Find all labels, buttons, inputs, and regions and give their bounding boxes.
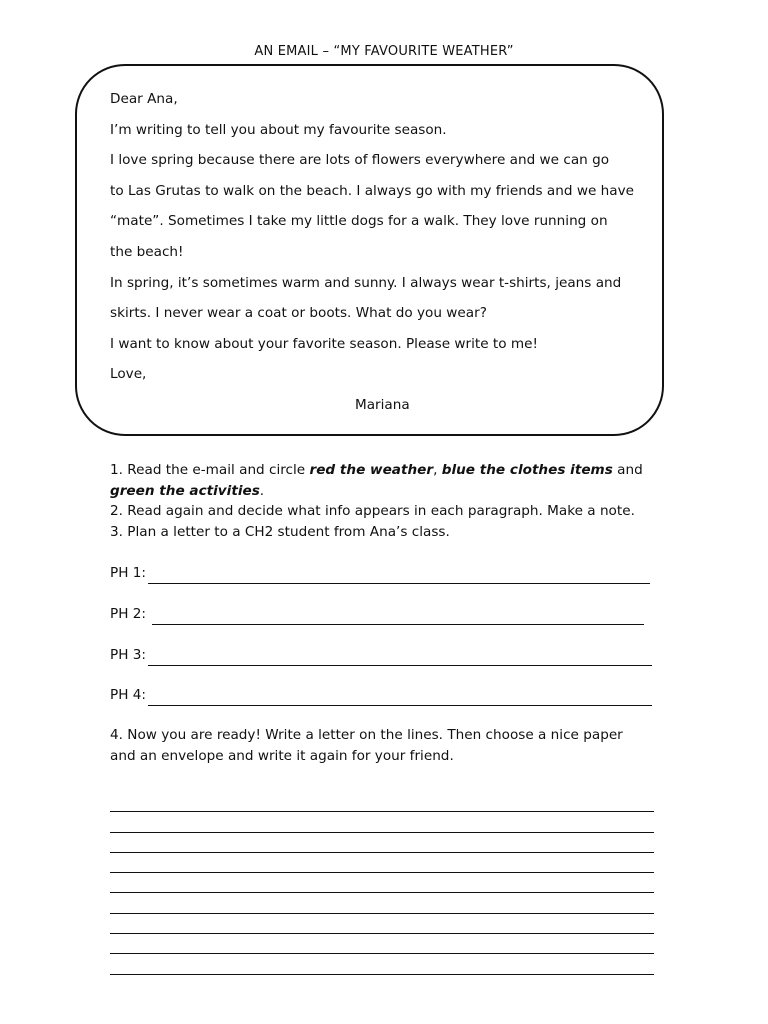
paragraph-note-line[interactable] (152, 610, 644, 625)
paragraph-note-3 (110, 644, 652, 666)
task-1-and: and (612, 462, 643, 478)
task-1-clothes: blue the clothes items (441, 462, 613, 478)
email-line: Dear Ana, (110, 91, 178, 107)
email-line: I want to know about your favorite season. Please write to me! (110, 335, 538, 352)
paragraph-note-label: PH 4: (110, 687, 146, 703)
email-line: I’m writing to tell you about my favourite season. (110, 121, 447, 138)
email-line: I love spring because there are lots of flowers everywhere and we can go (110, 152, 610, 169)
paragraph-note-line[interactable] (148, 651, 652, 666)
paragraph-note-2 (110, 603, 644, 625)
paragraph-note-line[interactable] (148, 569, 650, 584)
writing-line[interactable] (110, 914, 654, 934)
letter-writing-area (110, 792, 654, 975)
writing-line[interactable] (110, 812, 654, 832)
task-4-line: and an envelope and write it again for your friend. (110, 747, 454, 764)
task-1 (110, 460, 670, 501)
writing-line[interactable] (110, 893, 654, 913)
email-line: Love, (110, 366, 147, 383)
task-1-weather: red the weather (309, 462, 434, 478)
writing-line[interactable] (110, 833, 654, 853)
writing-line[interactable] (110, 934, 654, 954)
task-4-line: 4. Now you are ready! Write a letter on the lines. Then choose a nice paper (110, 727, 623, 743)
email-line: the beach! (110, 243, 184, 260)
email-line: In spring, it’s sometimes warm and sunny. I always wear t-shirts, jeans and (110, 274, 622, 291)
writing-line[interactable] (110, 954, 654, 974)
task-1-activities: green the activities (110, 482, 260, 499)
email-line: to Las Grutas to walk on the beach. I always go with my friends and we have (110, 182, 634, 199)
task-4 (110, 725, 670, 766)
paragraph-note-label: PH 2: (110, 606, 146, 622)
writing-line[interactable] (110, 873, 654, 893)
writing-line[interactable] (110, 853, 654, 873)
task-1-comma: , (433, 462, 442, 478)
email-signature: Mariana (355, 396, 410, 413)
email-line: skirts. I never wear a coat or boots. What do you wear? (110, 305, 487, 322)
writing-line[interactable] (110, 792, 654, 812)
worksheet-title: AN EMAIL – “MY FAVOURITE WEATHER” (254, 44, 514, 59)
instructions (110, 460, 670, 542)
paragraph-note-1 (110, 562, 650, 584)
task-3: 3. Plan a letter to a CH2 student from Ana’s class. (110, 523, 450, 540)
email-line: “mate”. Sometimes I take my little dogs for a walk. They love running on (110, 213, 608, 230)
task-1-end: . (259, 482, 265, 499)
task-1-prefix: 1. Read the e-mail and circle (110, 462, 310, 478)
paragraph-note-line[interactable] (148, 691, 652, 706)
email-body (110, 84, 670, 421)
paragraph-note-label: PH 3: (110, 647, 146, 663)
paragraph-note-4 (110, 684, 652, 706)
paragraph-note-label: PH 1: (110, 565, 146, 581)
task-2: 2. Read again and decide what info appears in each paragraph. Make a note. (110, 503, 635, 519)
